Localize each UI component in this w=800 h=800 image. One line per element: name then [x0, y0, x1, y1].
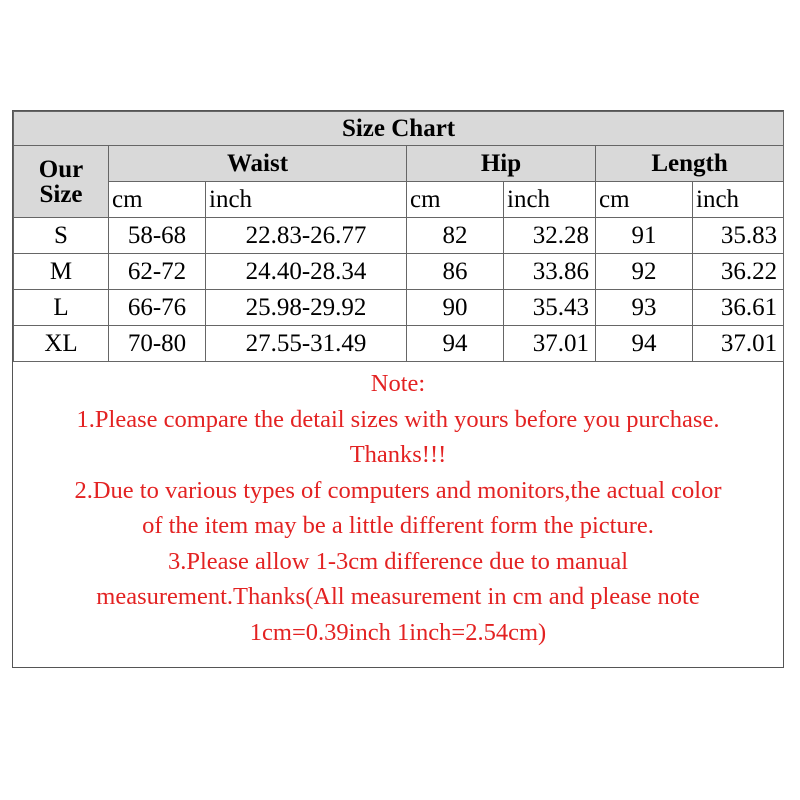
size-column-header: [14, 146, 109, 218]
size-header-line-1: Our: [38, 155, 84, 183]
group-header-row: [14, 146, 784, 182]
unit-label: inch: [693, 182, 784, 218]
hip-cm-cell: 86: [407, 254, 504, 290]
hip-cm-cell: 82: [407, 218, 504, 254]
note-heading: Note:: [370, 370, 426, 397]
length-cm-cell: 94: [596, 326, 693, 362]
chart-title: Size Chart: [14, 112, 784, 146]
size-cell: XL: [14, 326, 109, 362]
note-line: Thanks!!!: [349, 441, 447, 468]
unit-label: inch: [504, 182, 596, 218]
note-line: 2.Due to various types of computers and monitors,the actual color: [74, 476, 722, 504]
hip-cm-cell: 94: [407, 326, 504, 362]
waist-inch-cell: 22.83-26.77: [206, 218, 407, 254]
title-row: [14, 112, 784, 146]
size-chart-panel: [12, 110, 784, 668]
length-cm-cell: 91: [596, 218, 693, 254]
length-header: Length: [596, 146, 784, 182]
waist-cm-cell: 70-80: [109, 326, 206, 362]
waist-inch-cell: 24.40-28.34: [206, 254, 407, 290]
note-line: 3.Please allow 1-3cm difference due to manual: [167, 547, 629, 575]
unit-label: inch: [206, 182, 407, 218]
length-inch-cell: 36.61: [693, 290, 784, 326]
note-line: 1cm=0.39inch 1inch=2.54cm): [249, 618, 547, 646]
waist-cm-cell: 58-68: [109, 218, 206, 254]
size-cell: S: [14, 218, 109, 254]
unit-label: cm: [596, 182, 693, 218]
length-inch-cell: 35.83: [693, 218, 784, 254]
unit-header-row: [14, 182, 784, 218]
size-cell: M: [14, 254, 109, 290]
note-line: 1.Please compare the detail sizes with yours before you purchase.: [76, 405, 720, 433]
table-row: [14, 218, 784, 254]
length-inch-cell: 37.01: [693, 326, 784, 362]
note-line: measurement.Thanks(All measurement in cm and please note: [96, 583, 700, 610]
waist-cm-cell: 62-72: [109, 254, 206, 290]
hip-header: Hip: [407, 146, 596, 182]
note-line: of the item may be a little different form the picture.: [142, 512, 654, 539]
size-chart-table: [13, 111, 784, 362]
hip-inch-cell: 32.28: [504, 218, 596, 254]
hip-inch-cell: 37.01: [504, 326, 596, 362]
length-inch-cell: 36.22: [693, 254, 784, 290]
hip-cm-cell: 90: [407, 290, 504, 326]
length-cm-cell: 92: [596, 254, 693, 290]
table-row: [14, 290, 784, 326]
table-row: [14, 326, 784, 362]
length-cm-cell: 93: [596, 290, 693, 326]
size-header-line-2: Size: [39, 180, 83, 208]
waist-cm-cell: 66-76: [109, 290, 206, 326]
table-row: [14, 254, 784, 290]
size-cell: L: [14, 290, 109, 326]
unit-label: cm: [407, 182, 504, 218]
hip-inch-cell: 33.86: [504, 254, 596, 290]
waist-inch-cell: 27.55-31.49: [206, 326, 407, 362]
notes-block: [13, 366, 783, 650]
waist-header: Waist: [109, 146, 407, 182]
waist-inch-cell: 25.98-29.92: [206, 290, 407, 326]
hip-inch-cell: 35.43: [504, 290, 596, 326]
unit-label: cm: [109, 182, 206, 218]
